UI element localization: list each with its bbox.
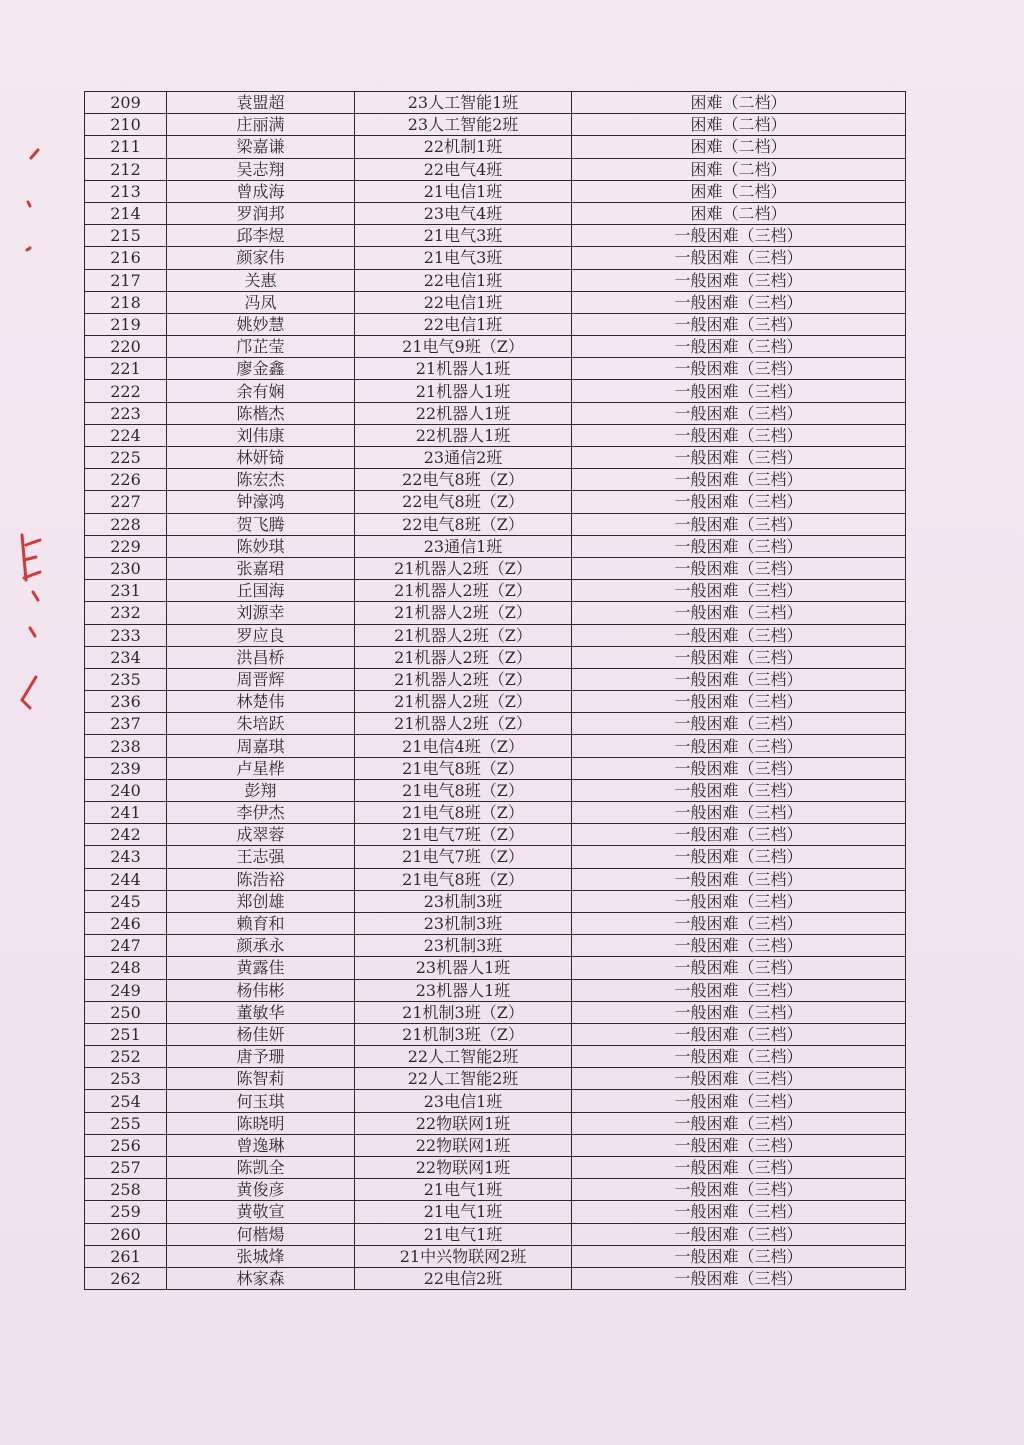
row-number-cell: 223 — [85, 402, 167, 424]
student-name-cell: 丘国海 — [167, 580, 355, 602]
student-name-cell: 彭翔 — [167, 779, 355, 801]
student-name-cell: 郑创雄 — [167, 890, 355, 912]
row-number-cell: 212 — [85, 158, 167, 180]
class-name-cell: 21电气8班（Z） — [355, 757, 572, 779]
student-name-cell: 曾成海 — [167, 180, 355, 202]
class-name-cell: 21机器人2班（Z） — [355, 713, 572, 735]
student-name-cell: 何玉琪 — [167, 1090, 355, 1112]
student-name-cell: 杨佳妍 — [167, 1023, 355, 1045]
difficulty-level-cell: 一般困难（三档） — [572, 424, 906, 446]
table-row — [85, 136, 906, 158]
table-row — [85, 557, 906, 579]
student-name-cell: 唐予珊 — [167, 1046, 355, 1068]
class-name-cell: 21机器人2班（Z） — [355, 624, 572, 646]
class-name-cell: 23机器人1班 — [355, 979, 572, 1001]
class-name-cell: 21电气1班 — [355, 1201, 572, 1223]
student-name-cell: 颜家伟 — [167, 247, 355, 269]
difficulty-level-cell: 一般困难（三档） — [572, 757, 906, 779]
table-row — [85, 735, 906, 757]
table-row — [85, 1134, 906, 1156]
table-row — [85, 313, 906, 335]
table-row — [85, 225, 906, 247]
student-name-cell: 余有娴 — [167, 380, 355, 402]
class-name-cell: 21电气9班（Z） — [355, 336, 572, 358]
recipient-table-body — [85, 92, 906, 1290]
difficulty-level-cell: 一般困难（三档） — [572, 1090, 906, 1112]
table-row — [85, 912, 906, 934]
class-name-cell: 23电信1班 — [355, 1090, 572, 1112]
student-name-cell: 罗润邦 — [167, 202, 355, 224]
table-row — [85, 1267, 906, 1289]
class-name-cell: 22物联网1班 — [355, 1157, 572, 1179]
class-name-cell: 21电气3班 — [355, 247, 572, 269]
row-number-cell: 243 — [85, 846, 167, 868]
difficulty-level-cell: 一般困难（三档） — [572, 691, 906, 713]
margin-handwritten-marks — [0, 0, 80, 800]
class-name-cell: 23机制3班 — [355, 935, 572, 957]
row-number-cell: 248 — [85, 957, 167, 979]
row-number-cell: 233 — [85, 624, 167, 646]
table-row — [85, 668, 906, 690]
table-row — [85, 1068, 906, 1090]
row-number-cell: 245 — [85, 890, 167, 912]
difficulty-level-cell: 一般困难（三档） — [572, 491, 906, 513]
row-number-cell: 213 — [85, 180, 167, 202]
table-row — [85, 779, 906, 801]
student-name-cell: 曾逸琳 — [167, 1134, 355, 1156]
class-name-cell: 22电信1班 — [355, 313, 572, 335]
table-row — [85, 868, 906, 890]
difficulty-level-cell: 一般困难（三档） — [572, 646, 906, 668]
row-number-cell: 253 — [85, 1068, 167, 1090]
student-name-cell: 钟濠鸿 — [167, 491, 355, 513]
difficulty-level-cell: 一般困难（三档） — [572, 513, 906, 535]
difficulty-level-cell: 一般困难（三档） — [572, 336, 906, 358]
student-name-cell: 廖金鑫 — [167, 358, 355, 380]
difficulty-level-cell: 一般困难（三档） — [572, 1068, 906, 1090]
row-number-cell: 249 — [85, 979, 167, 1001]
class-name-cell: 21机器人1班 — [355, 380, 572, 402]
class-name-cell: 21电气8班（Z） — [355, 868, 572, 890]
class-name-cell: 22机器人1班 — [355, 424, 572, 446]
difficulty-level-cell: 困难（二档） — [572, 136, 906, 158]
class-name-cell: 21机器人2班（Z） — [355, 691, 572, 713]
class-name-cell: 22电信2班 — [355, 1267, 572, 1289]
row-number-cell: 239 — [85, 757, 167, 779]
row-number-cell: 235 — [85, 668, 167, 690]
row-number-cell: 244 — [85, 868, 167, 890]
table-row — [85, 114, 906, 136]
row-number-cell: 227 — [85, 491, 167, 513]
difficulty-level-cell: 一般困难（三档） — [572, 1267, 906, 1289]
row-number-cell: 261 — [85, 1245, 167, 1267]
table-row — [85, 580, 906, 602]
table-row — [85, 424, 906, 446]
student-name-cell: 杨伟彬 — [167, 979, 355, 1001]
table-row — [85, 1223, 906, 1245]
difficulty-level-cell: 一般困难（三档） — [572, 713, 906, 735]
class-name-cell: 22物联网1班 — [355, 1112, 572, 1134]
difficulty-level-cell: 一般困难（三档） — [572, 247, 906, 269]
student-name-cell: 梁嘉谦 — [167, 136, 355, 158]
difficulty-level-cell: 一般困难（三档） — [572, 979, 906, 1001]
difficulty-level-cell: 一般困难（三档） — [572, 824, 906, 846]
student-name-cell: 刘伟康 — [167, 424, 355, 446]
row-number-cell: 247 — [85, 935, 167, 957]
row-number-cell: 240 — [85, 779, 167, 801]
table-row — [85, 713, 906, 735]
table-row — [85, 447, 906, 469]
class-name-cell: 21电气3班 — [355, 225, 572, 247]
class-name-cell: 23机制3班 — [355, 912, 572, 934]
table-row — [85, 336, 906, 358]
class-name-cell: 22机制1班 — [355, 136, 572, 158]
row-number-cell: 236 — [85, 691, 167, 713]
difficulty-level-cell: 一般困难（三档） — [572, 447, 906, 469]
difficulty-level-cell: 一般困难（三档） — [572, 602, 906, 624]
class-name-cell: 21电气8班（Z） — [355, 802, 572, 824]
class-name-cell: 21电信1班 — [355, 180, 572, 202]
difficulty-level-cell: 一般困难（三档） — [572, 1134, 906, 1156]
difficulty-level-cell: 一般困难（三档） — [572, 291, 906, 313]
student-name-cell: 陈楷杰 — [167, 402, 355, 424]
row-number-cell: 211 — [85, 136, 167, 158]
student-name-cell: 林楚伟 — [167, 691, 355, 713]
difficulty-level-cell: 一般困难（三档） — [572, 1046, 906, 1068]
class-name-cell: 23机器人1班 — [355, 957, 572, 979]
student-name-cell: 周嘉琪 — [167, 735, 355, 757]
difficulty-level-cell: 一般困难（三档） — [572, 735, 906, 757]
class-name-cell: 21机制3班（Z） — [355, 1023, 572, 1045]
student-name-cell: 张嘉珺 — [167, 557, 355, 579]
class-name-cell: 22电气8班（Z） — [355, 469, 572, 491]
row-number-cell: 241 — [85, 802, 167, 824]
class-name-cell: 21电气7班（Z） — [355, 824, 572, 846]
student-name-cell: 何楷煬 — [167, 1223, 355, 1245]
table-row — [85, 957, 906, 979]
difficulty-level-cell: 一般困难（三档） — [572, 1023, 906, 1045]
student-name-cell: 李伊杰 — [167, 802, 355, 824]
difficulty-level-cell: 一般困难（三档） — [572, 269, 906, 291]
row-number-cell: 259 — [85, 1201, 167, 1223]
row-number-cell: 246 — [85, 912, 167, 934]
table-row — [85, 247, 906, 269]
table-row — [85, 691, 906, 713]
student-name-cell: 周晋辉 — [167, 668, 355, 690]
student-name-cell: 陈智莉 — [167, 1068, 355, 1090]
recipient-table — [84, 91, 906, 1290]
row-number-cell: 257 — [85, 1157, 167, 1179]
class-name-cell: 21机器人2班（Z） — [355, 668, 572, 690]
student-name-cell: 罗应良 — [167, 624, 355, 646]
class-name-cell: 22电信1班 — [355, 291, 572, 313]
student-name-cell: 赖育和 — [167, 912, 355, 934]
table-row — [85, 92, 906, 114]
table-row — [85, 180, 906, 202]
table-row — [85, 358, 906, 380]
row-number-cell: 234 — [85, 646, 167, 668]
table-row — [85, 757, 906, 779]
row-number-cell: 258 — [85, 1179, 167, 1201]
class-name-cell: 21电气7班（Z） — [355, 846, 572, 868]
difficulty-level-cell: 一般困难（三档） — [572, 668, 906, 690]
table-row — [85, 1179, 906, 1201]
table-row — [85, 1112, 906, 1134]
class-name-cell: 22电信1班 — [355, 269, 572, 291]
row-number-cell: 222 — [85, 380, 167, 402]
student-name-cell: 张城烽 — [167, 1245, 355, 1267]
table-row — [85, 513, 906, 535]
student-name-cell: 陈浩裕 — [167, 868, 355, 890]
difficulty-level-cell: 一般困难（三档） — [572, 957, 906, 979]
class-name-cell: 21机器人2班（Z） — [355, 646, 572, 668]
row-number-cell: 231 — [85, 580, 167, 602]
difficulty-level-cell: 一般困难（三档） — [572, 580, 906, 602]
difficulty-level-cell: 一般困难（三档） — [572, 935, 906, 957]
difficulty-level-cell: 困难（二档） — [572, 180, 906, 202]
class-name-cell: 21机制3班（Z） — [355, 1001, 572, 1023]
student-name-cell: 袁盟超 — [167, 92, 355, 114]
difficulty-level-cell: 一般困难（三档） — [572, 535, 906, 557]
class-name-cell: 23人工智能1班 — [355, 92, 572, 114]
table-row — [85, 380, 906, 402]
difficulty-level-cell: 困难（二档） — [572, 114, 906, 136]
table-row — [85, 824, 906, 846]
student-name-cell: 王志强 — [167, 846, 355, 868]
row-number-cell: 256 — [85, 1134, 167, 1156]
difficulty-level-cell: 一般困难（三档） — [572, 1179, 906, 1201]
table-row — [85, 1201, 906, 1223]
table-row — [85, 469, 906, 491]
class-name-cell: 22电气8班（Z） — [355, 491, 572, 513]
difficulty-level-cell: 一般困难（三档） — [572, 1223, 906, 1245]
student-name-cell: 陈宏杰 — [167, 469, 355, 491]
class-name-cell: 21中兴物联网2班 — [355, 1245, 572, 1267]
row-number-cell: 214 — [85, 202, 167, 224]
difficulty-level-cell: 一般困难（三档） — [572, 557, 906, 579]
row-number-cell: 224 — [85, 424, 167, 446]
class-name-cell: 22电气8班（Z） — [355, 513, 572, 535]
row-number-cell: 226 — [85, 469, 167, 491]
student-name-cell: 邝芷莹 — [167, 336, 355, 358]
student-name-cell: 颜承永 — [167, 935, 355, 957]
row-number-cell: 238 — [85, 735, 167, 757]
student-name-cell: 关惠 — [167, 269, 355, 291]
table-row — [85, 890, 906, 912]
row-number-cell: 230 — [85, 557, 167, 579]
row-number-cell: 215 — [85, 225, 167, 247]
difficulty-level-cell: 一般困难（三档） — [572, 1245, 906, 1267]
row-number-cell: 232 — [85, 602, 167, 624]
difficulty-level-cell: 一般困难（三档） — [572, 890, 906, 912]
table-row — [85, 202, 906, 224]
student-name-cell: 黄敬宣 — [167, 1201, 355, 1223]
table-row — [85, 624, 906, 646]
student-name-cell: 朱培跃 — [167, 713, 355, 735]
row-number-cell: 242 — [85, 824, 167, 846]
difficulty-level-cell: 困难（二档） — [572, 92, 906, 114]
difficulty-level-cell: 一般困难（三档） — [572, 624, 906, 646]
class-name-cell: 21电气1班 — [355, 1179, 572, 1201]
student-name-cell: 姚妙慧 — [167, 313, 355, 335]
difficulty-level-cell: 困难（二档） — [572, 158, 906, 180]
row-number-cell: 255 — [85, 1112, 167, 1134]
student-name-cell: 卢星桦 — [167, 757, 355, 779]
row-number-cell: 229 — [85, 535, 167, 557]
row-number-cell: 251 — [85, 1023, 167, 1045]
table-row — [85, 291, 906, 313]
table-row — [85, 802, 906, 824]
row-number-cell: 262 — [85, 1267, 167, 1289]
table-row — [85, 646, 906, 668]
row-number-cell: 217 — [85, 269, 167, 291]
row-number-cell: 252 — [85, 1046, 167, 1068]
row-number-cell: 250 — [85, 1001, 167, 1023]
difficulty-level-cell: 一般困难（三档） — [572, 779, 906, 801]
difficulty-level-cell: 一般困难（三档） — [572, 1001, 906, 1023]
difficulty-level-cell: 一般困难（三档） — [572, 1157, 906, 1179]
difficulty-level-cell: 一般困难（三档） — [572, 846, 906, 868]
student-name-cell: 庄丽满 — [167, 114, 355, 136]
difficulty-level-cell: 一般困难（三档） — [572, 912, 906, 934]
row-number-cell: 216 — [85, 247, 167, 269]
table-row — [85, 158, 906, 180]
row-number-cell: 237 — [85, 713, 167, 735]
class-name-cell: 21电信4班（Z） — [355, 735, 572, 757]
class-name-cell: 23通信1班 — [355, 535, 572, 557]
class-name-cell: 21机器人2班（Z） — [355, 602, 572, 624]
table-row — [85, 846, 906, 868]
class-name-cell: 22物联网1班 — [355, 1134, 572, 1156]
table-row — [85, 1046, 906, 1068]
difficulty-level-cell: 一般困难（三档） — [572, 380, 906, 402]
difficulty-level-cell: 一般困难（三档） — [572, 313, 906, 335]
row-number-cell: 225 — [85, 447, 167, 469]
class-name-cell: 22人工智能2班 — [355, 1068, 572, 1090]
class-name-cell: 21电气1班 — [355, 1223, 572, 1245]
class-name-cell: 23通信2班 — [355, 447, 572, 469]
table-row — [85, 1245, 906, 1267]
table-row — [85, 535, 906, 557]
student-name-cell: 林妍锜 — [167, 447, 355, 469]
student-name-cell: 董敏华 — [167, 1001, 355, 1023]
student-name-cell: 刘源幸 — [167, 602, 355, 624]
row-number-cell: 218 — [85, 291, 167, 313]
table-row — [85, 602, 906, 624]
table-row — [85, 402, 906, 424]
row-number-cell: 219 — [85, 313, 167, 335]
difficulty-level-cell: 一般困难（三档） — [572, 1112, 906, 1134]
class-name-cell: 21机器人2班（Z） — [355, 557, 572, 579]
difficulty-level-cell: 困难（二档） — [572, 202, 906, 224]
table-row — [85, 491, 906, 513]
class-name-cell: 21机器人1班 — [355, 358, 572, 380]
table-row — [85, 1023, 906, 1045]
student-name-cell: 林家森 — [167, 1267, 355, 1289]
difficulty-level-cell: 一般困难（三档） — [572, 868, 906, 890]
difficulty-level-cell: 一般困难（三档） — [572, 802, 906, 824]
difficulty-level-cell: 一般困难（三档） — [572, 402, 906, 424]
difficulty-level-cell: 一般困难（三档） — [572, 1201, 906, 1223]
class-name-cell: 21电气8班（Z） — [355, 779, 572, 801]
student-name-cell: 吴志翔 — [167, 158, 355, 180]
row-number-cell: 228 — [85, 513, 167, 535]
row-number-cell: 209 — [85, 92, 167, 114]
table-row — [85, 935, 906, 957]
table-row — [85, 269, 906, 291]
row-number-cell: 260 — [85, 1223, 167, 1245]
row-number-cell: 221 — [85, 358, 167, 380]
table-row — [85, 1090, 906, 1112]
class-name-cell: 23人工智能2班 — [355, 114, 572, 136]
row-number-cell: 210 — [85, 114, 167, 136]
student-name-cell: 陈妙琪 — [167, 535, 355, 557]
student-name-cell: 洪昌桥 — [167, 646, 355, 668]
difficulty-level-cell: 一般困难（三档） — [572, 358, 906, 380]
student-name-cell: 陈凯全 — [167, 1157, 355, 1179]
table-row — [85, 1157, 906, 1179]
class-name-cell: 23电气4班 — [355, 202, 572, 224]
student-name-cell: 冯凤 — [167, 291, 355, 313]
class-name-cell: 22人工智能2班 — [355, 1046, 572, 1068]
student-name-cell: 黄俊彦 — [167, 1179, 355, 1201]
class-name-cell: 22电气4班 — [355, 158, 572, 180]
student-name-cell: 黄露佳 — [167, 957, 355, 979]
student-name-cell: 邱李煜 — [167, 225, 355, 247]
student-name-cell: 陈晓明 — [167, 1112, 355, 1134]
student-name-cell: 成翠蓉 — [167, 824, 355, 846]
row-number-cell: 220 — [85, 336, 167, 358]
table-row — [85, 1001, 906, 1023]
student-name-cell: 贺飞腾 — [167, 513, 355, 535]
class-name-cell: 21机器人2班（Z） — [355, 580, 572, 602]
class-name-cell: 22机器人1班 — [355, 402, 572, 424]
difficulty-level-cell: 一般困难（三档） — [572, 469, 906, 491]
row-number-cell: 254 — [85, 1090, 167, 1112]
class-name-cell: 23机制3班 — [355, 890, 572, 912]
table-row — [85, 979, 906, 1001]
difficulty-level-cell: 一般困难（三档） — [572, 225, 906, 247]
